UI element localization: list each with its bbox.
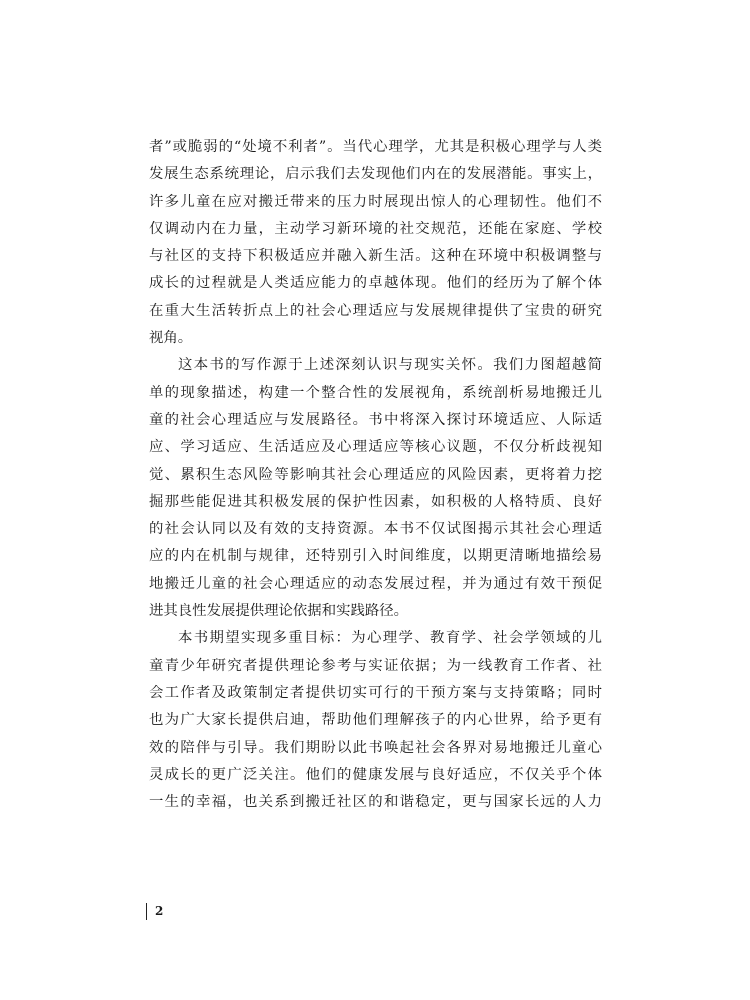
- text-line: 者”或脆弱的“处境不利者”。当代心理学，尤其是积极心理学与人类: [149, 139, 602, 155]
- text-line: 童青少年研究者提供理论参考与实证依据；为一线教育工作者、社: [149, 657, 602, 674]
- text-line: 本书期望实现多重目标：为心理学、教育学、社会学领域的儿: [178, 630, 602, 647]
- text-line: 地搬迁儿童的社会心理适应的动态发展过程，并为通过有效干预促: [149, 575, 602, 592]
- text-line: 许多儿童在应对搬迁带来的压力时展现出惊人的心理韧性。他们不: [149, 193, 602, 210]
- text-line: 一生的幸福，也关系到搬迁社区的和谐稳定，更与国家长远的人力: [149, 794, 602, 811]
- text-line: 成长的过程就是人类适应能力的卓越体现。他们的经历为了解个体: [149, 275, 602, 292]
- text-line: 在重大生活转折点上的社会心理适应与发展规律提供了宝贵的研究: [149, 302, 602, 319]
- text-line: 童的社会心理适应与发展路径。书中将深入探讨环境适应、人际适: [149, 411, 602, 428]
- text-line: 觉、累积生态风险等影响其社会心理适应的风险因素，更将着力挖: [149, 466, 602, 483]
- text-line: 的社会认同以及有效的支持资源。本书不仅试图揭示其社会心理适: [149, 521, 602, 538]
- text-line: 这本书的写作源于上述深刻认识与现实关怀。我们力图超越简: [178, 357, 602, 374]
- text-line: 发展生态系统理论，启示我们去发现他们内在的发展潜能。事实上，: [149, 166, 602, 183]
- page-footer: [146, 902, 163, 920]
- text-line: 灵成长的更广泛关注。他们的健康发展与良好适应，不仅关乎个体: [149, 766, 602, 783]
- footer-divider: [146, 903, 147, 920]
- page-body-text: [149, 134, 602, 816]
- text-line: 进其良性发展提供理论依据和实践路径。: [149, 603, 409, 620]
- text-line: 与社区的支持下积极适应并融入新生活。这种在环境中积极调整与: [149, 248, 602, 265]
- text-line: 效的陪伴与引导。我们期盼以此书唤起社会各界对易地搬迁儿童心: [149, 739, 602, 756]
- text-line: 应、学习适应、生活适应及心理适应等核心议题，不仅分析歧视知: [149, 439, 602, 456]
- text-line: 掘那些能促进其积极发展的保护性因素，如积极的人格特质、良好: [149, 493, 602, 510]
- text-line: 也为广大家长提供启迪，帮助他们理解孩子的内心世界，给予更有: [149, 712, 602, 729]
- text-line: 单的现象描述，构建一个整合性的发展视角，系统剖析易地搬迁儿: [149, 384, 602, 401]
- text-line: 会工作者及政策制定者提供切实可行的干预方案与支持策略；同时: [149, 684, 602, 701]
- text-line: 应的内在机制与规律，还特别引入时间维度，以期更清晰地描绘易: [149, 548, 602, 565]
- text-line: 仅调动内在力量，主动学习新环境的社交规范，还能在家庭、学校: [149, 220, 602, 237]
- text-line: 视角。: [149, 330, 193, 347]
- page-number: 2: [155, 904, 164, 918]
